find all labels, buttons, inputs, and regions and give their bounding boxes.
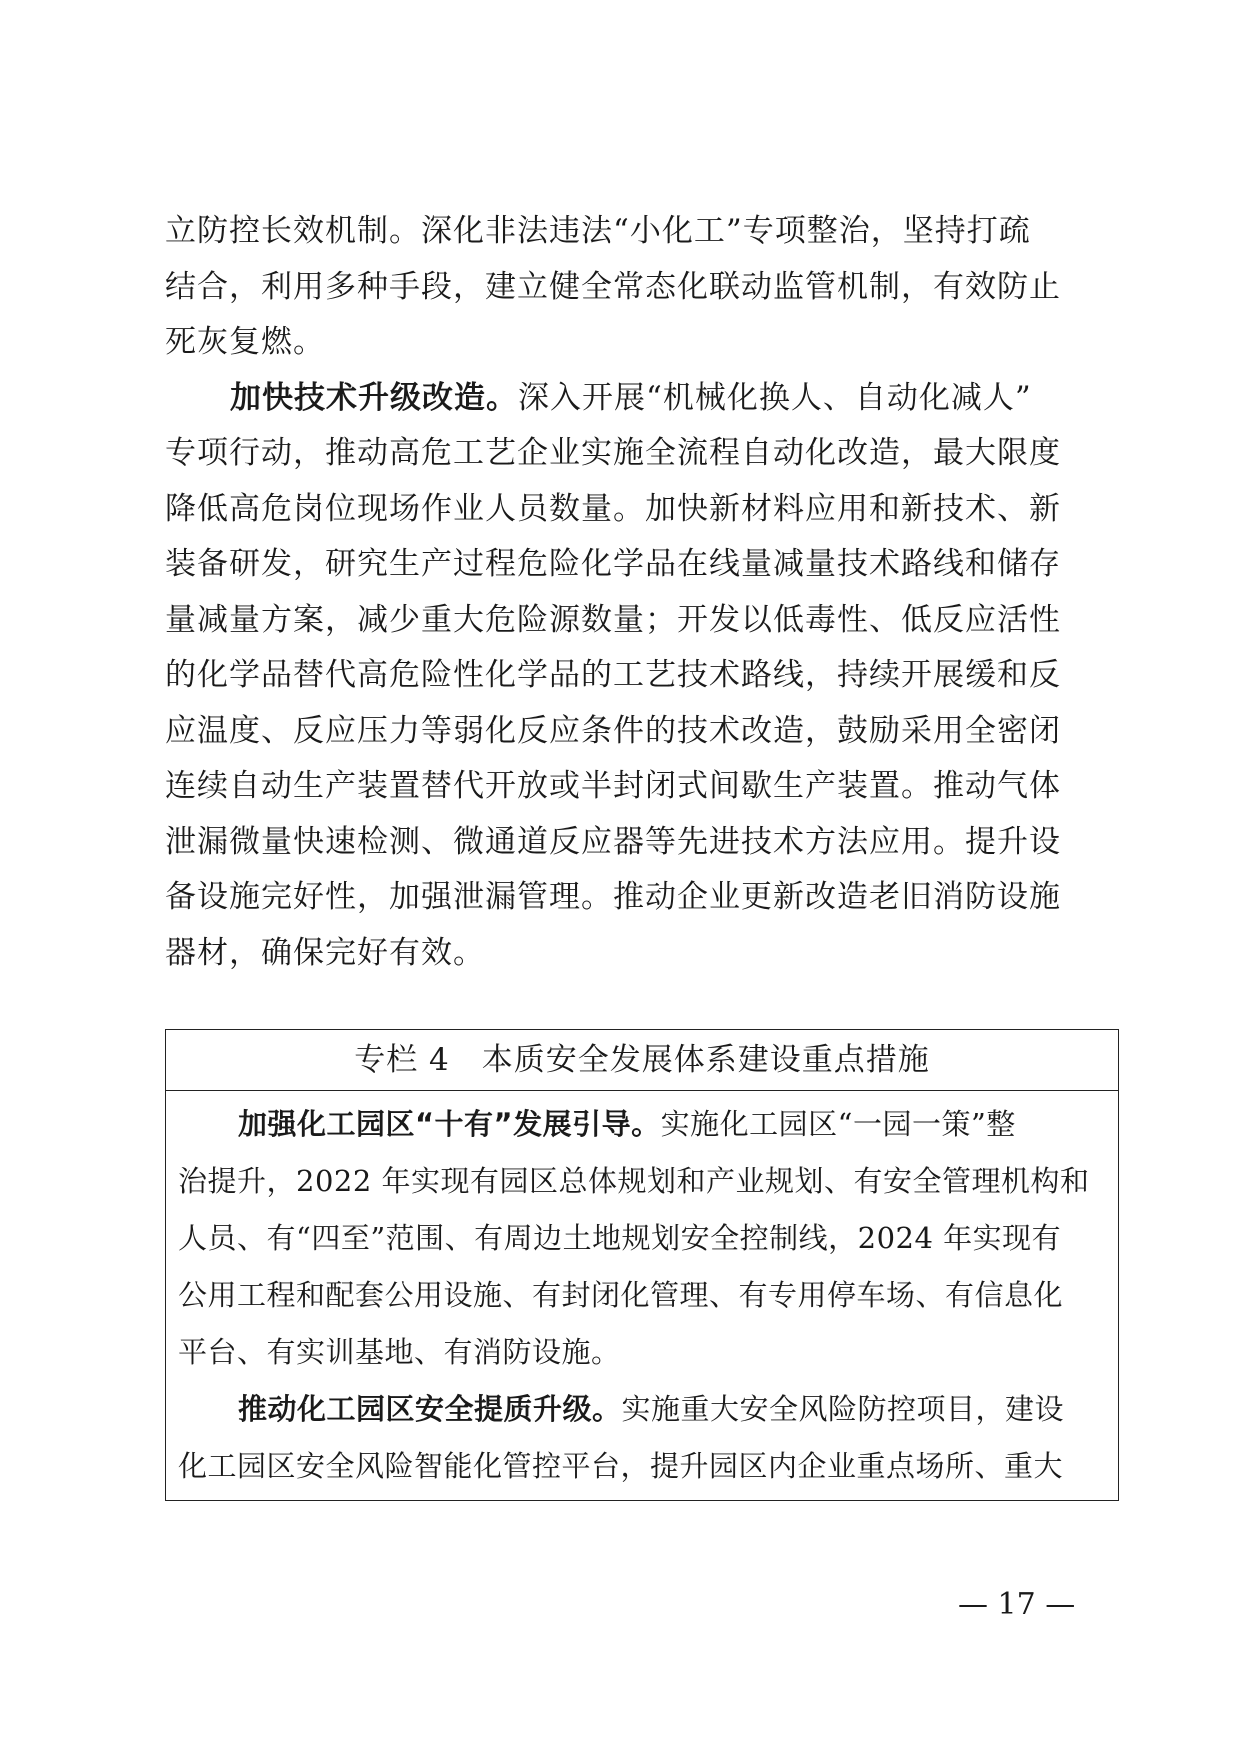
paragraph-line: 立防控长效机制。深化非法违法“小化工”专项整治，坚持打疏 <box>165 213 1031 249</box>
paragraph-line: 专项行动，推动高危工艺企业实施全流程自动化改造，最大限度 <box>165 435 1061 471</box>
paragraph-text: 深入开展“机械化换人、自动化减人” <box>518 380 1032 416</box>
paragraph-line: 降低高危岗位现场作业人员数量。加快新材料应用和新技术、新 <box>165 491 1061 527</box>
paragraph-line: 备设施完好性，加强泄漏管理。推动企业更新改造老旧消防设施 <box>165 879 1061 915</box>
paragraph-line: 死灰复燃。 <box>165 324 325 360</box>
column-box-title: 专栏 4 本质安全发展体系建设重点措施 <box>354 1042 930 1078</box>
column-box <box>165 1029 1119 1501</box>
paragraph-line: 装备研发，研究生产过程危险化学品在线量减量技术路线和储存 <box>165 546 1061 582</box>
paragraph-line: 器材，确保完好有效。 <box>165 935 485 971</box>
box-item-heading: 加强化工园区“十有”发展引导。 <box>238 1107 661 1141</box>
box-item-heading: 推动化工园区安全提质升级。 <box>238 1392 622 1426</box>
paragraph-line: 的化学品替代高危险性化学品的工艺技术路线，持续开展缓和反 <box>165 657 1061 693</box>
paragraph-line: 量减量方案，减少重大危险源数量；开发以低毒性、低反应活性 <box>165 602 1061 638</box>
page-number: — 17 — <box>958 1587 1076 1622</box>
box-line: 平台、有实训基地、有消防设施。 <box>178 1335 621 1369</box>
paragraph-heading: 加快技术升级改造。 <box>230 380 518 416</box>
paragraph-line: 应温度、反应压力等弱化反应条件的技术改造，鼓励采用全密闭 <box>165 713 1061 749</box>
box-line: 治提升，2022 年实现有园区总体规划和产业规划、有安全管理机构和 <box>178 1164 1090 1198</box>
box-item-text: 实施重大安全风险防控项目，建设 <box>621 1392 1065 1426</box>
paragraph-line: 泄漏微量快速检测、微通道反应器等先进技术方法应用。提升设 <box>165 824 1061 860</box>
box-line: 化工园区安全风险智能化管控平台，提升园区内企业重点场所、重大 <box>178 1449 1064 1483</box>
column-box-header <box>166 1030 1118 1091</box>
box-item-first-line <box>238 1389 1064 1429</box>
paragraph-line: 连续自动生产装置替代开放或半封闭式间歇生产装置。推动气体 <box>165 768 1061 804</box>
box-item-text: 实施化工园区“一园一策”整 <box>660 1107 1016 1141</box>
paragraph-first-line <box>230 378 1032 418</box>
box-line: 人员、有“四至”范围、有周边土地规划安全控制线，2024 年实现有 <box>178 1221 1062 1255</box>
box-item-first-line <box>238 1104 1016 1144</box>
box-line: 公用工程和配套公用设施、有封闭化管理、有专用停车场、有信息化 <box>178 1278 1064 1312</box>
paragraph-line: 结合，利用多种手段，建立健全常态化联动监管机制，有效防止 <box>165 269 1061 305</box>
